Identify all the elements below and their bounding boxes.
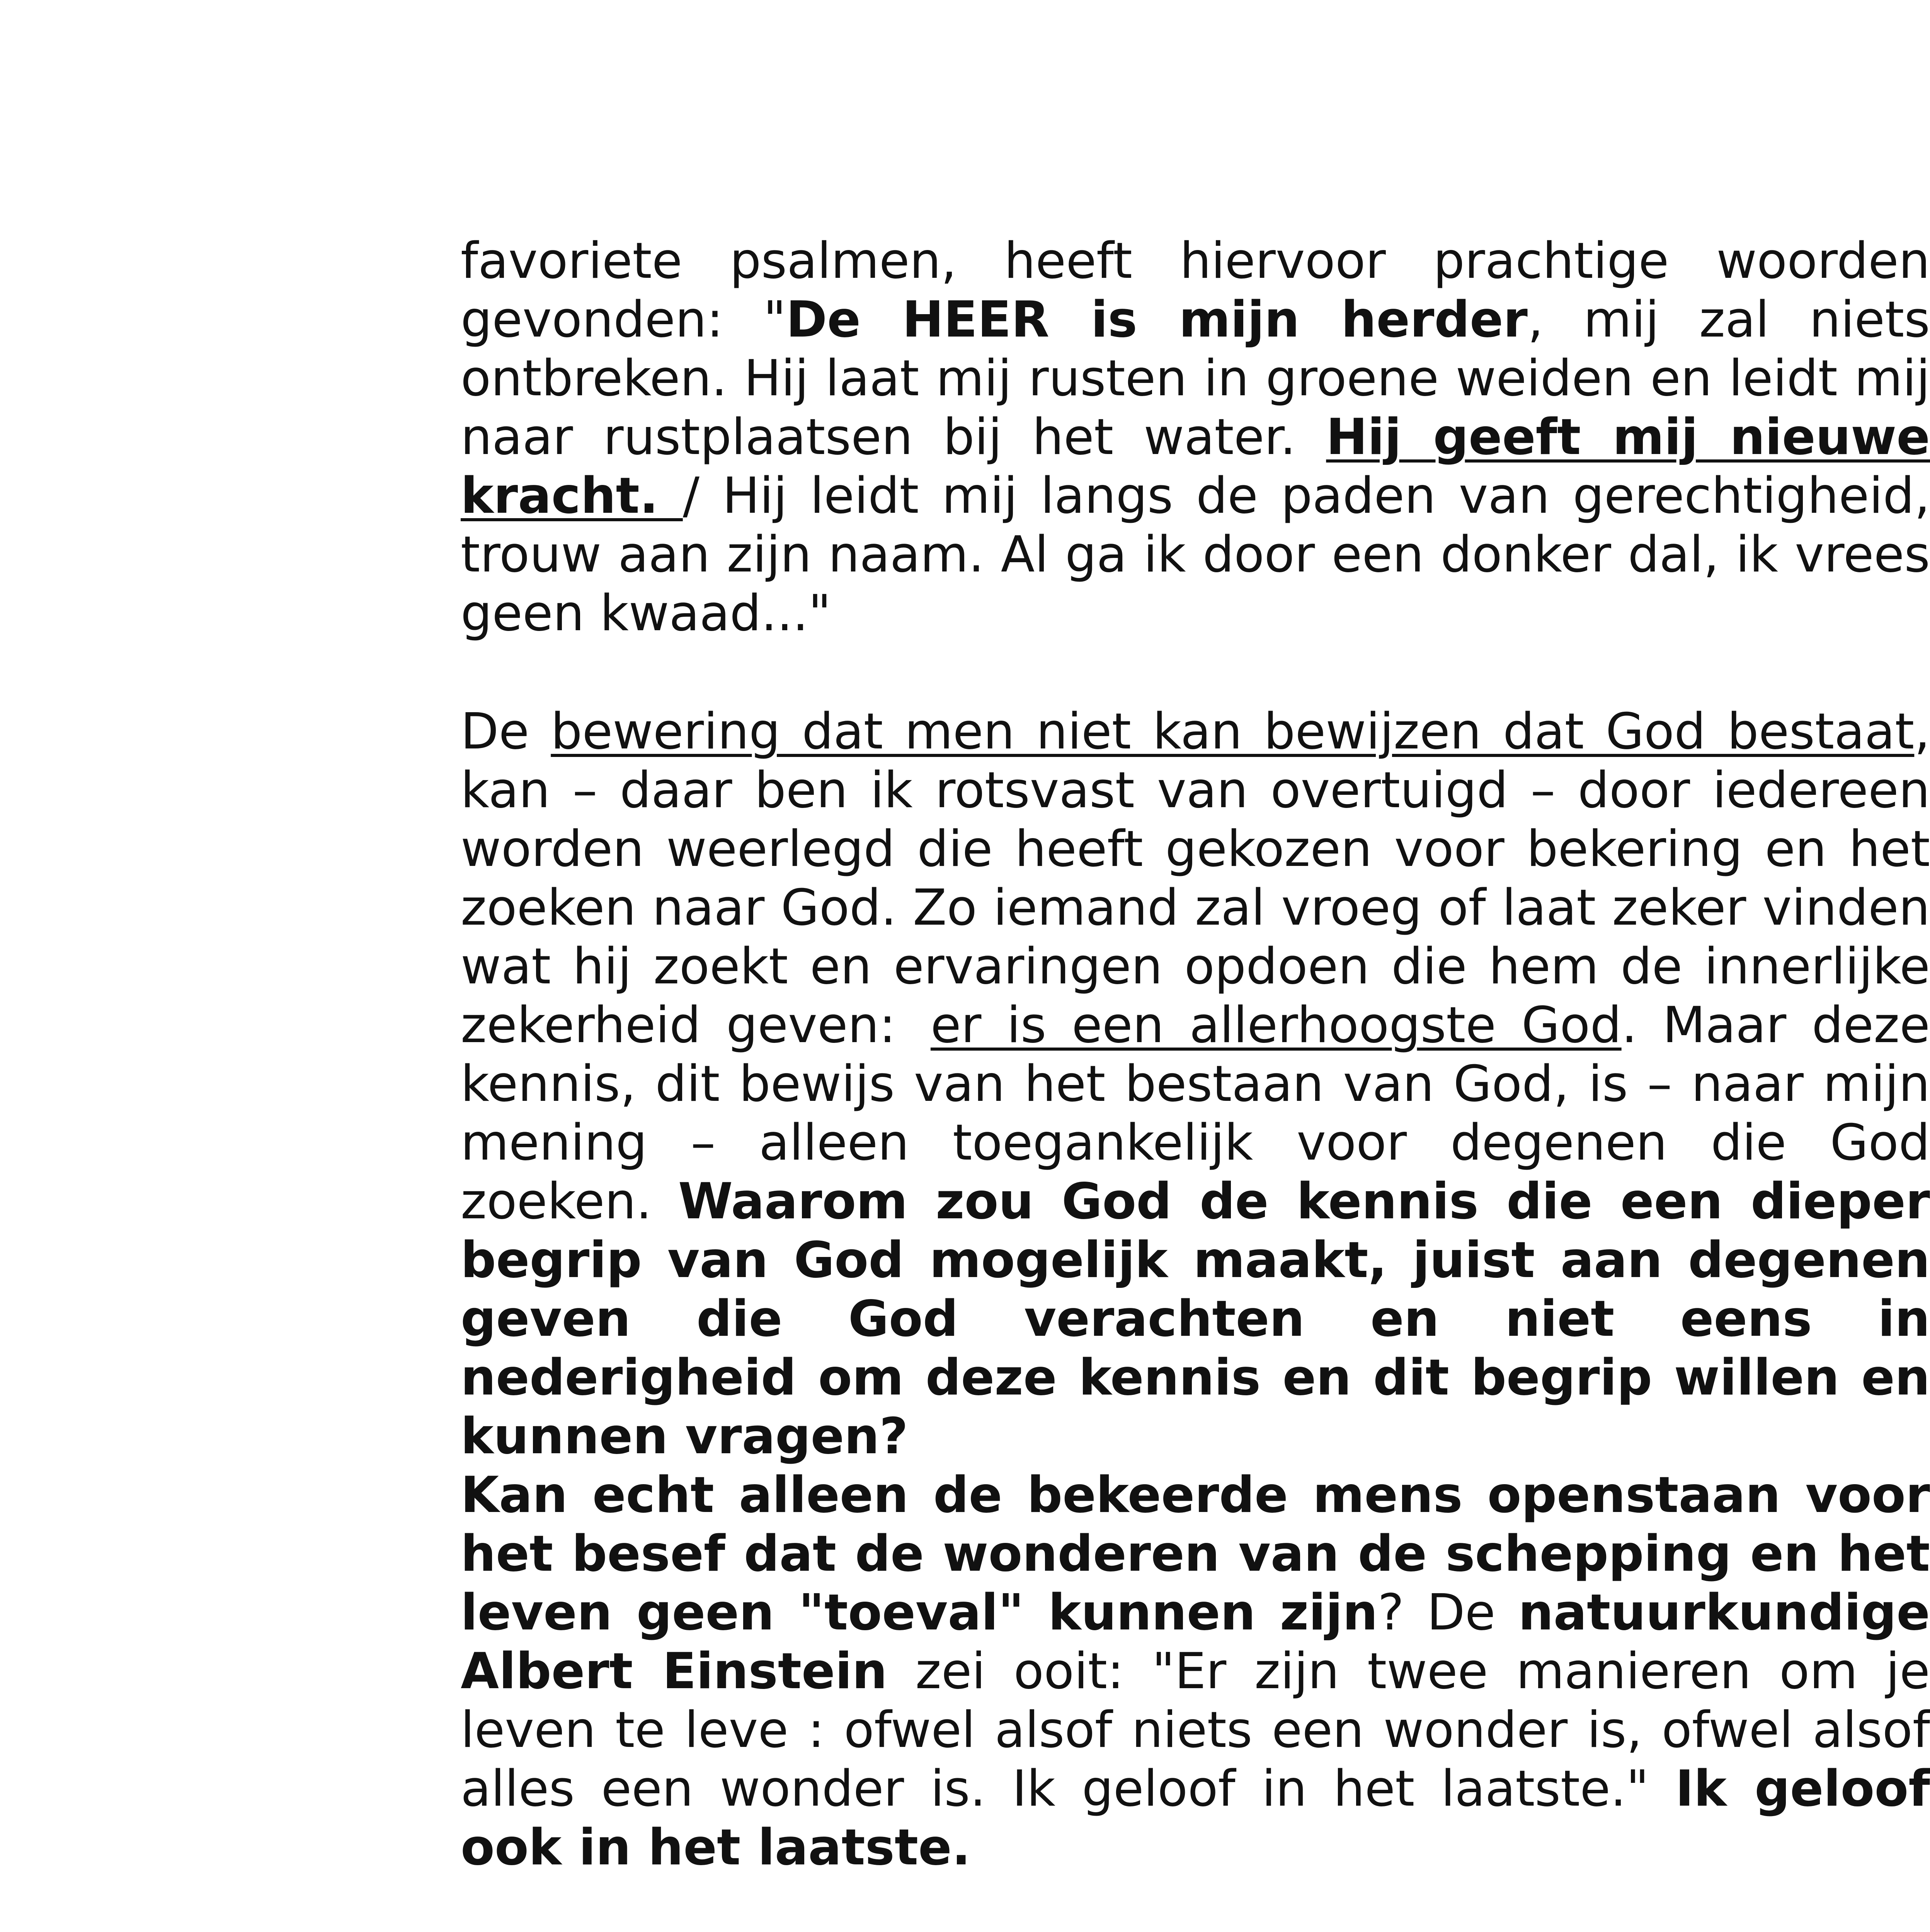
text-run: De <box>461 703 551 760</box>
bold-text: Waarom zou God de kennis die een dieper begrip van God mogelijk maakt, juist aan degenen geven die God verachten en niet eens in nederigheid om deze kennis en dit begrip willen en kunnen vragen? <box>461 1173 1930 1465</box>
underlined-text: er is een allerhoogste God <box>930 997 1622 1054</box>
text-run: . Maar deze kennis, dit bewijs van het bestaan van God, is – naar mijn mening – alleen toegankelijk voor degenen die God zoeken. <box>461 997 1930 1230</box>
bold-text: De HEER is mijn herder <box>786 291 1528 349</box>
text-run: , kan – daar ben ik rotsvast van overtuigd – door iedereen worden weerlegd die heeft gekozen voor bekering en het zoeken naar God. Zo iemand zal vroeg of laat zeker vinden wat hij zoekt en ervaringen opdoen die hem de innerlijke zekerheid geven: <box>461 703 1930 1054</box>
paragraph-einstein <box>461 1466 1930 1877</box>
text-run: / Hij leidt mij langs de paden van gerechtigheid, trouw aan zijn naam. Al ga ik door een donker dal, ik vrees geen kwaad..." <box>461 467 1930 642</box>
bold-text: natuurkundige Albert Einstein <box>461 1584 1930 1700</box>
text-run: favoriete psalmen, heeft hiervoor prachtige woorden gevonden: " <box>461 232 1930 349</box>
bold-underlined-text: Hij geeft mij nieuwe kracht. <box>461 408 1930 525</box>
underlined-text: bewering dat men niet kan bewijzen dat God bestaat <box>551 703 1915 760</box>
text-run: , mij zal niets ontbreken. Hij laat mij rusten in groene weiden en leidt mij naar rustplaatsen bij het water. <box>461 291 1930 466</box>
bold-text: Kan echt alleen de bekeerde mens openstaan voor het besef dat de wonderen van de schepping en het leven geen "toeval" kunnen zijn <box>461 1466 1930 1641</box>
bold-text: Ik geloof ook in het laatste. <box>461 1760 1930 1876</box>
text-run: zei ooit: "Er zijn twee manieren om je leven te leve : ofwel alsof niets een wonder is, ofwel alsof alles een wonder is. Ik geloof in het laatste." <box>461 1643 1930 1818</box>
paragraph-proof-of-god <box>461 702 1930 1466</box>
text-run: ? De <box>1378 1584 1518 1641</box>
paragraph-psalm-quote <box>461 232 1930 643</box>
